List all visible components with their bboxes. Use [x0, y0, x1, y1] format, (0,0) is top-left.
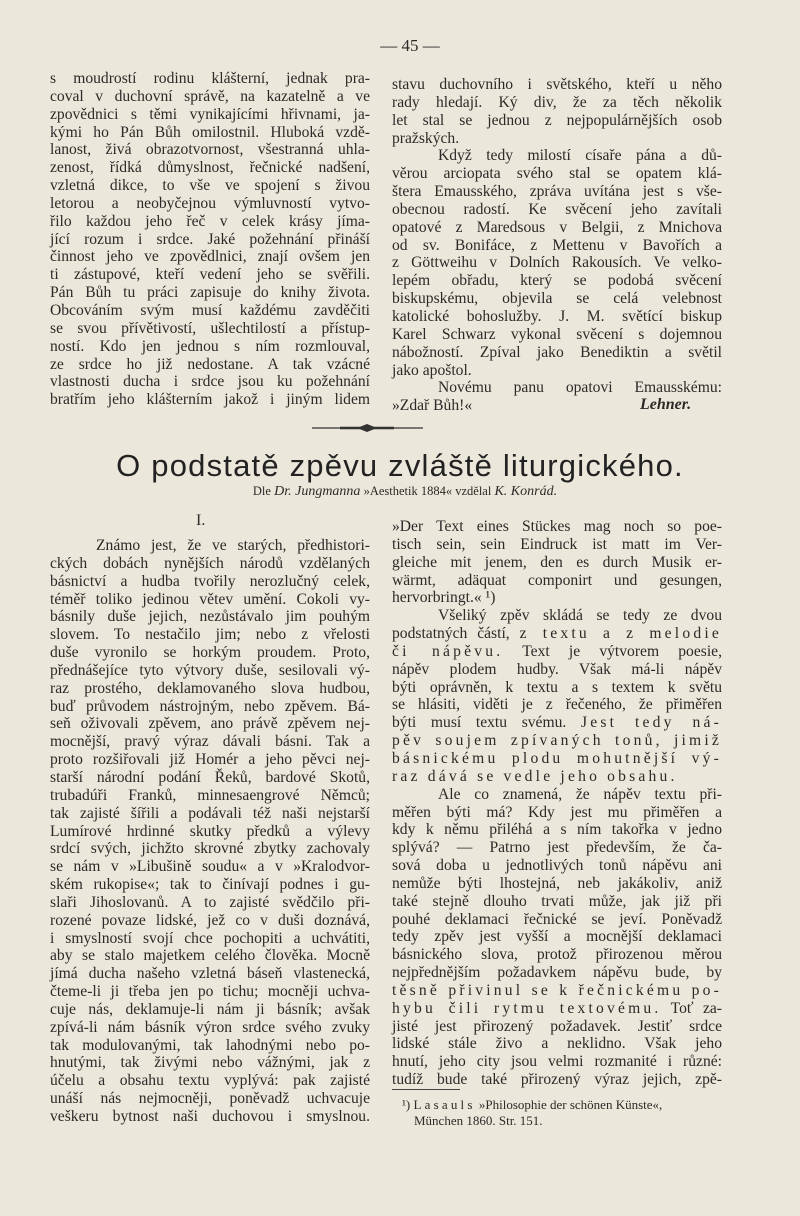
- text-line: se nám v »Libušině soudu« a v »Kralodvor-: [50, 858, 370, 876]
- footnote-line2: München 1860. Str. 151.: [414, 1113, 543, 1128]
- byline-work: »Aesthetik 1884«: [363, 484, 453, 498]
- page-number: — 45 —: [380, 36, 440, 55]
- text-line: věrou arciopata svého stal se opatem klá-: [392, 165, 722, 183]
- text-line: hnutými, tak živými nebo vážnými, jak z: [50, 1054, 370, 1072]
- text-line: čteme-li ji třeba jen po tichu; mocněji uchva-: [50, 983, 370, 1001]
- text-line: sová doba u jednotlivých tonů nápěvu ani: [392, 857, 722, 875]
- text-line: nábožností. Zpíval jako Benediktin a světil: [392, 343, 722, 361]
- text-line: seň oživovali zpěvem, ano právě zpěvem nej-: [50, 715, 370, 733]
- text-line: tudíž bude také přirozený výraz jejich, zpě-: [392, 1071, 722, 1089]
- section-number: I.: [196, 512, 206, 529]
- text-line: činnost jeho ve zpovědlnici, znají ovšem jen: [50, 248, 370, 266]
- text-line: splývá? — Patrno jest především, že ča-: [392, 839, 722, 857]
- text-line: jímá ducha našeho vzletná báseň vlastenecká,: [50, 965, 370, 983]
- text-line: unáší nás nejmocněji, poněvadž uchvacuje: [50, 1090, 370, 1108]
- text-line: i smyslností svojí chce pochopiti a uchvátiti,: [50, 929, 370, 947]
- text-line: zpovědnici s těmi vynikajícími hřivnami, ja-: [50, 105, 370, 123]
- text-line: nejpřednějším požadavkem nápěvu bude, by: [392, 964, 722, 982]
- text-line: tak zajisté šířili a podávali též naši nejstarší: [50, 804, 370, 822]
- byline-pre: Dle: [252, 484, 271, 498]
- text-line: téměř toliko jedinou větev umění. Cokoli vy-: [50, 590, 370, 608]
- text-line: nemůže býti lhostejná, neb jakákoliv, aniž: [392, 874, 722, 892]
- text-line: lepém obřadu, který se podobá svěcení: [392, 272, 722, 290]
- text-line: Karel Schwarz vykonal svěcení s dojemnou: [392, 325, 722, 343]
- footnote: [402, 1097, 732, 1129]
- text-line: jící rozum i srdce. Jaké požehnání přináší: [50, 230, 370, 248]
- text-line: z Göttweihu v Dolních Rakousích. Ve velko-: [392, 254, 722, 272]
- footnote-author: Lasauls: [413, 1097, 476, 1112]
- left-column-top: [50, 70, 370, 409]
- text-line: kdy k němu přiléhá a s ním takořka v jedno: [392, 821, 722, 839]
- article-byline: [0, 484, 800, 500]
- spaced-emphasis: z textu a z melodie: [519, 625, 722, 643]
- text-line: proto rozšiřovali již Homér a jeho pěvci nej-: [50, 751, 370, 769]
- text-line: aby se stalo majetkem celého člověka. Mocně: [50, 947, 370, 965]
- text-line: nápěv plodem hudby. Však má-li nápěv: [392, 660, 722, 678]
- text-line: ze srdce ho již nedostane. A tak vzácné: [50, 355, 370, 373]
- text-line: býti oprávněn, k textu a s textem k světu: [392, 678, 722, 696]
- text-line: vzletná dikce, to vše ve spojení s živou: [50, 177, 370, 195]
- spaced-emphasis: těsně přivinul se k řečnickému po-: [392, 981, 722, 999]
- text-line: letorou a neobyčejnou výmluvností vytvo-: [50, 194, 370, 212]
- right-column-top: [392, 76, 722, 415]
- footnote-mark: ¹): [402, 1097, 411, 1112]
- text-line: tedy zpěv jest vyšší a mocnější deklamaci: [392, 928, 722, 946]
- text-line: [392, 625, 722, 643]
- article-title: O podstatě zpěvu zvláště liturgického.: [116, 448, 684, 483]
- text-line: [392, 750, 722, 768]
- text-line: raz prostého, deklamovaného slova hudbou,: [50, 679, 370, 697]
- text-line: [392, 1000, 722, 1018]
- text-line: se svou přívětivostí, ušlechtilostí a přístup-: [50, 319, 370, 337]
- text-line: vlastnosti ducha i srdce jsou ku požehnání: [50, 373, 370, 391]
- text-segment: podstatných částí,: [392, 625, 520, 643]
- text-line: »Der Text eines Stückes mag noch so poe-: [392, 518, 722, 535]
- text-line: měřen býti má? Kdy jest mu přiměřen a: [392, 803, 722, 821]
- paragraph: [392, 518, 722, 607]
- text-line: [392, 732, 722, 750]
- footnote-rule: [392, 1089, 460, 1090]
- paragraph: [392, 147, 722, 379]
- text-line: přednášejíce tyto výtvory duše, sesilovali vý-: [50, 661, 370, 679]
- text-line: štera Emausského, zpráva uvítána jest s vše-: [392, 183, 722, 201]
- text-line: coval v duchovní správě, na kazatelně a ve: [50, 87, 370, 105]
- text-line: [392, 768, 722, 786]
- text-line: Obcováním svým musí každému zavděčiti: [50, 301, 370, 319]
- text-line: ností. Kdo jen jednou s ním rozmlouval,: [50, 337, 370, 355]
- spaced-emphasis: pěv soujem zpívaných tonů, jimiž: [392, 732, 722, 750]
- byline-mid: vzdělal: [455, 484, 492, 498]
- text-line: od sv. Bonifáce, z Mettenu v Bavořích a: [392, 236, 722, 254]
- text-line: cuje nás, deklamuje-li nám ji básník; avšak: [50, 1000, 370, 1018]
- text-line: jako apoštol.: [392, 361, 472, 379]
- text-line: buď průvodem nástrojným, nebo zpěvem. Bá-: [50, 697, 370, 715]
- text-line: tisch sein, sein Eindruck ist matt im Ver-: [392, 535, 722, 553]
- text-line: veškeru bytnost naši duchovou i smyslnou.: [50, 1108, 370, 1125]
- text-line: pouhé deklamaci řečnické se jeví. Poněvadž: [392, 910, 722, 928]
- text-line: slaři Jihoslovanů. A to zajisté svědčilo při-: [50, 893, 370, 911]
- spaced-emphasis: básnickému plodu mohutnější vý-: [392, 749, 722, 767]
- text-line: rozené povaze lidské, jež co v duši doznává,: [50, 911, 370, 929]
- spaced-emphasis: raz dává se vedle jeho obsahu.: [392, 767, 678, 785]
- text-segment: býti musí textu svému.: [392, 714, 581, 732]
- text-line: mocnější, pravý výraz dávali básni. Tak a: [50, 733, 370, 751]
- text-line: Novému panu opatovi Emausskému:: [438, 379, 722, 397]
- text-line: wärmt, adäquat componirt und gesungen,: [392, 571, 722, 589]
- text-line: gleiche mit jenem, den es durch Musik er-: [392, 553, 722, 571]
- footnote-text: »Philosophie der schönen Künste«,: [475, 1097, 663, 1112]
- text-line: zpívá-li nám básník výron srdce svého zvuky: [50, 1018, 370, 1036]
- text-line: [392, 643, 722, 661]
- text-line: pražských.: [392, 129, 460, 147]
- paragraph: [50, 70, 370, 409]
- text-line: srdcí svých, jichžto skrovné zbytky zachovaly: [50, 840, 370, 858]
- signature: Lehner.: [640, 396, 692, 413]
- text-line: kými ho Pán Bůh omilostnil. Hluboká vzdě-: [50, 123, 370, 141]
- text-line: básnického slova, protož přirozenou měrou: [392, 946, 722, 964]
- text-line: Lumírové hrdinné skutky předků a výlevy: [50, 822, 370, 840]
- text-line: Když tedy milostí císaře pána a dů-: [438, 147, 722, 165]
- paragraph: [392, 76, 722, 147]
- text-line: řilo každou jeho řeč v celek krásy jíma-: [50, 212, 370, 230]
- text-line: Pán Bůh tu práci zapisuje do knihy života.: [50, 284, 370, 302]
- text-line: Všeliký zpěv skládá se tedy ze dvou: [438, 607, 722, 625]
- text-line: stavu duchovního i světského, kteří u něho: [392, 76, 722, 93]
- text-line: ském rukopise«; tak to činívají podnes i gu-: [50, 876, 370, 894]
- text-line: lidské stále živo a neklidno. Však jeho: [392, 1035, 722, 1053]
- separator-ornament: [310, 422, 425, 434]
- text-line: zenost, řídká důmyslnost, řečnické nadšení,: [50, 159, 370, 177]
- text-line: opatové z Maredsous v Belgii, z Mnichova: [392, 218, 722, 236]
- text-line: »Zdař Bůh!«: [392, 397, 473, 415]
- paragraph: [392, 607, 722, 785]
- byline-translator: K. Konrád.: [494, 484, 558, 499]
- paragraph: [50, 537, 370, 1126]
- text-line: katolické bohoslužby. J. M. světící biskup: [392, 307, 722, 325]
- paragraph: [392, 786, 722, 1089]
- text-line: účelu a obsahu textu vyplývá: pak zajisté: [50, 1072, 370, 1090]
- text-line: biskupskému, objevila se celá velebnost: [392, 290, 722, 308]
- text-line: duše vyronilo se horkým proudem. Proto,: [50, 644, 370, 662]
- text-line: Známo jest, že ve starých, předhistori-: [96, 537, 370, 554]
- byline-author: Dr. Jungmanna: [274, 484, 361, 499]
- spaced-emphasis: Jest tedy ná-: [580, 714, 722, 732]
- text-line: lanost, živá obrazotvornost, všestranná uhla-: [50, 141, 370, 159]
- text-line: ti zástupové, kteří vedení jeho se svěřili.: [50, 266, 370, 284]
- text-segment: Text je výtvorem poesie,: [503, 642, 722, 660]
- spaced-emphasis: či nápěvu.: [392, 642, 504, 660]
- text-line: básnily duše jejich, nezůstávalo jim pouhým: [50, 608, 370, 626]
- text-line: obecnou radostí. Ke svěcení jeho zavítali: [392, 200, 722, 218]
- spaced-emphasis: hybu čili rytmu textovému.: [392, 999, 662, 1017]
- left-column-bottom: [50, 537, 370, 1126]
- text-line: rady hledají. Ký div, že za těch několik: [392, 93, 722, 111]
- text-line: tak modulovanými, tak lahodnými nebo po-: [50, 1036, 370, 1054]
- text-segment: Toť za-: [661, 999, 722, 1017]
- text-line: se hlásiti, viděti je z řečeného, že přiměřen: [392, 696, 722, 714]
- text-line: [392, 982, 722, 1000]
- text-line: ckých dobách nynějších národů vzdělaných: [50, 554, 370, 572]
- text-line: trubadúři Franků, minnesaengrové Němců;: [50, 786, 370, 804]
- text-line: jisté jest přirozený požadavek. Jestiť srdce: [392, 1017, 722, 1035]
- text-line: [392, 714, 722, 732]
- right-column-bottom: [392, 518, 722, 1089]
- text-line: slovem. To nestačilo jim; nebo z vřelosti: [50, 626, 370, 644]
- text-line: také stejně dlouho trvati může, jak již při: [392, 892, 722, 910]
- text-line: starší národní podání Řeků, bardové Skotů,: [50, 768, 370, 786]
- text-line: hnutí, jeho city jsou velmi rozmanité i různé:: [392, 1053, 722, 1071]
- text-line: Ale co znamená, že nápěv textu při-: [438, 785, 722, 803]
- text-line: s moudrostí rodinu klášterní, jednak pra-: [50, 70, 370, 87]
- text-line: hervorbringt.« ¹): [392, 589, 496, 607]
- text-line: bratřím jeho klášterním jakož i jiným lidem: [50, 391, 370, 409]
- text-line: let stal se jednou z nejpopulárnějších osob: [392, 111, 722, 129]
- text-line: básnictví a hudba tvořily nerozlučný celek,: [50, 572, 370, 590]
